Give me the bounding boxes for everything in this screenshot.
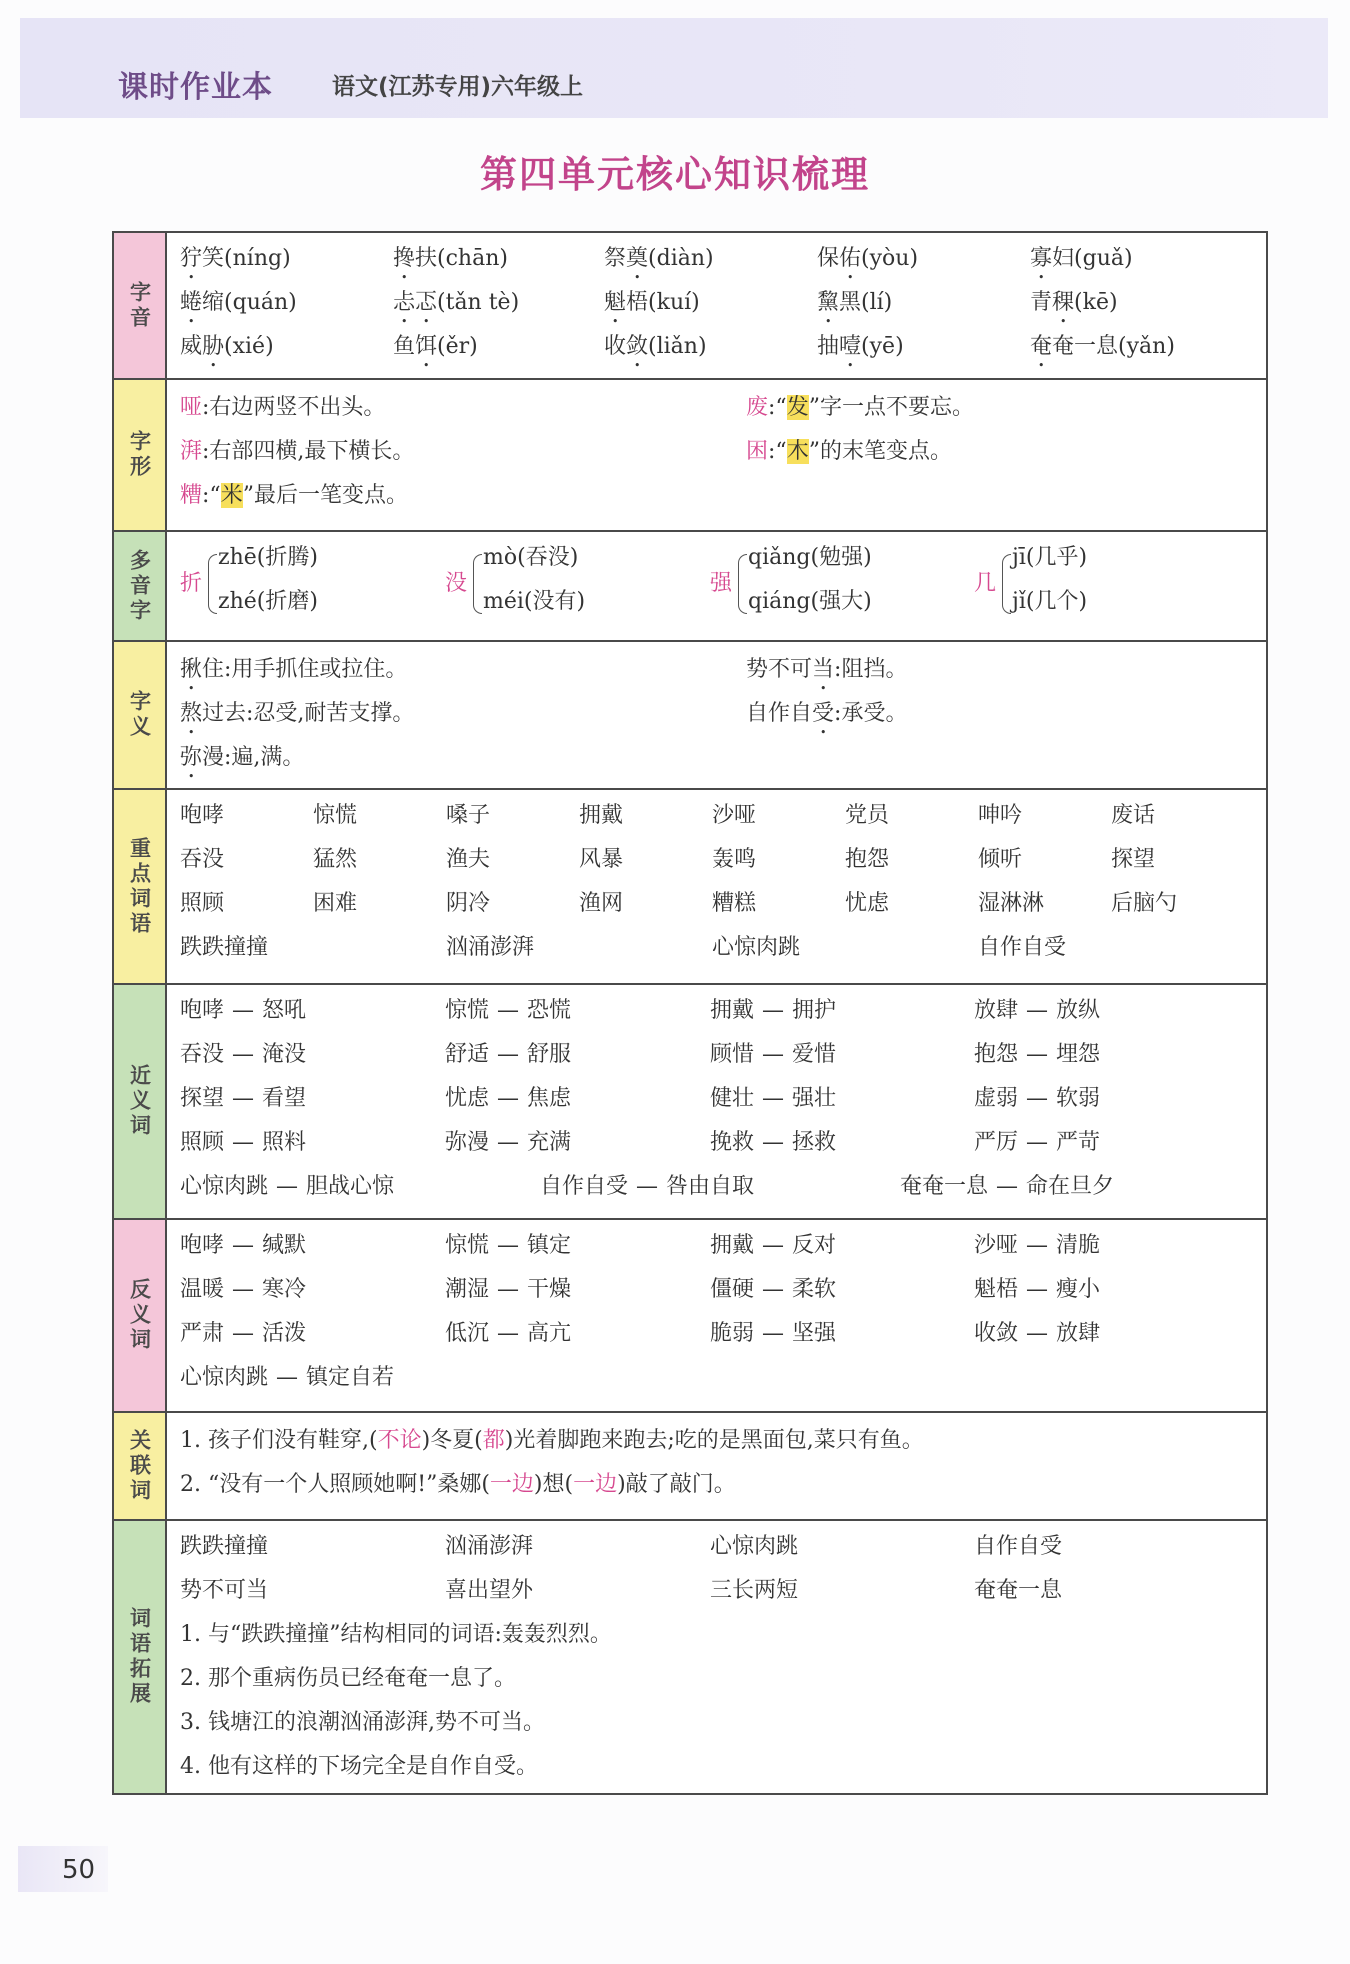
knowledge-table [112,231,1268,1795]
word-pair: 弥漫 — 充满 [445,1130,572,1155]
word-pair: 惊慌 — 镇定 [445,1233,572,1258]
word-pair: 挽救 — 拯救 [710,1130,837,1155]
zi-yi-item: 弥漫:遍,满。 [180,745,305,770]
zi-yin-item: 忐忑(tǎn tè) [393,290,520,315]
brace [473,554,482,614]
zi-xing-item: 废:“发”字一点不要忘。 [746,395,974,420]
duo-yin-char: 折 [180,571,203,596]
duo-yin-reading: qiǎng(勉强) [748,545,872,570]
word-pair: 吞没 — 淹没 [180,1042,307,1067]
ci-yu-word: 湿淋淋 [978,891,1045,916]
ci-yu-word: 猛然 [313,847,358,872]
ci-yu-idiom: 心惊肉跳 [712,935,801,960]
section-label: 重点词语 [114,790,167,983]
word-pair: 僵硬 — 柔软 [710,1277,837,1302]
word-pair: 拥戴 — 拥护 [710,998,837,1023]
word-pair: 咆哮 — 缄默 [180,1233,307,1258]
ci-yu-word: 惊慌 [313,803,358,828]
duo-yin-reading: zhé(折磨) [218,589,318,614]
zi-yi-item: 自作自受:承受。 [746,701,908,726]
duo-yin-char: 几 [974,571,997,596]
ci-yu-word: 呻吟 [978,803,1023,828]
word-pair: 健壮 — 强壮 [710,1086,837,1111]
tuo-zhan-word: 喜出望外 [445,1578,534,1603]
zi-xing-item: 糟:“米”最后一笔变点。 [180,483,408,508]
ci-yu-idiom: 跌跌撞撞 [180,935,269,960]
zi-yin-item: 奄奄一息(yǎn) [1030,334,1175,359]
word-pair: 惊慌 — 恐慌 [445,998,572,1023]
word-pair: 探望 — 看望 [180,1086,307,1111]
section-guan-lian [114,1413,1266,1521]
ci-yu-word: 忧虑 [845,891,890,916]
duo-yin-content [167,532,1266,640]
guan-lian-content [167,1413,1266,1519]
word-pair: 魁梧 — 瘦小 [974,1277,1101,1302]
zi-yin-item: 抽噎(yē) [817,334,904,359]
ci-yu-idiom: 自作自受 [978,935,1067,960]
zi-xing-item: 哑:右边两竖不出头。 [180,395,386,420]
tuo-zhan-word: 心惊肉跳 [710,1534,799,1559]
duo-yin-char: 没 [445,571,468,596]
section-label: 反义词 [114,1220,167,1411]
zi-yin-item: 狞笑(níng) [180,246,291,271]
zi-yi-item: 势不可当:阻挡。 [746,657,908,682]
word-pair: 照顾 — 照料 [180,1130,307,1155]
ci-yu-word: 后脑勺 [1111,891,1178,916]
ci-yu-word: 废话 [1111,803,1156,828]
ci-yu-word: 渔夫 [446,847,491,872]
section-label: 字义 [114,642,167,788]
word-pair: 温暖 — 寒冷 [180,1277,307,1302]
duo-yin-char: 强 [710,571,733,596]
fan-yi-content [167,1220,1266,1411]
zi-yin-content [167,233,1266,378]
word-pair: 拥戴 — 反对 [710,1233,837,1258]
section-label: 关联词 [114,1413,167,1519]
zi-yin-item: 黧黑(lí) [817,290,893,315]
word-pair: 虚弱 — 软弱 [974,1086,1101,1111]
zi-yin-item: 祭奠(diàn) [604,246,714,271]
ci-yu-word: 倾听 [978,847,1023,872]
zi-yin-item: 保佑(yòu) [817,246,919,271]
brace [738,554,747,614]
zi-xing-item: 困:“木”的末笔变点。 [746,439,952,464]
word-pair: 脆弱 — 坚强 [710,1321,837,1346]
duo-yin-reading: zhē(折腾) [218,545,318,570]
tuo-zhan-word: 三长两短 [710,1578,799,1603]
word-pair: 收敛 — 放肆 [974,1321,1101,1346]
word-pair: 潮湿 — 干燥 [445,1277,572,1302]
duo-yin-reading: qiáng(强大) [748,589,872,614]
ci-yu-idiom: 汹涌澎湃 [446,935,535,960]
section-zi-xing [114,380,1266,532]
section-label: 近义词 [114,985,167,1218]
zi-yin-item: 蜷缩(quán) [180,290,297,315]
word-pair: 心惊肉跳 — 镇定自若 [180,1365,395,1390]
ci-yu-word: 沙哑 [712,803,757,828]
zi-yin-item: 鱼饵(ěr) [393,334,478,359]
ci-yu-word: 咆哮 [180,803,225,828]
duo-yin-reading: mò(吞没) [483,545,579,570]
zi-xing-item: 湃:右部四横,最下横长。 [180,439,415,464]
ci-yu-word: 探望 [1111,847,1156,872]
zi-xing-content [167,380,1266,530]
tuo-zhan-word: 奄奄一息 [974,1578,1063,1603]
ci-yu-word: 困难 [313,891,358,916]
tuo-zhan-word: 跌跌撞撞 [180,1534,269,1559]
brace [1002,554,1011,614]
word-pair: 咆哮 — 怒吼 [180,998,307,1023]
tuo-zhan-word: 自作自受 [974,1534,1063,1559]
zi-yi-content [167,642,1266,788]
ci-yu-word: 拥戴 [579,803,624,828]
zi-yin-item: 收敛(liǎn) [604,334,707,359]
tuo-zhan-content [167,1521,1266,1793]
tuo-zhan-sentence: 4. 他有这样的下场完全是自作自受。 [180,1754,538,1779]
duo-yin-reading: jǐ(几个) [1012,589,1088,614]
tuo-zhan-sentence: 1. 与“跌跌撞撞”结构相同的词语:轰轰烈烈。 [180,1622,612,1647]
section-fan-yi [114,1220,1266,1413]
word-pair: 放肆 — 放纵 [974,998,1101,1023]
section-label: 词语拓展 [114,1521,167,1793]
page-number: 50 [62,1855,96,1885]
section-zi-yi [114,642,1266,790]
zi-yin-item: 威胁(xié) [180,334,274,359]
zi-yin-item: 青稞(kē) [1030,290,1118,315]
ci-yu-word: 糟糕 [712,891,757,916]
section-tuo-zhan [114,1521,1266,1793]
section-ci-yu [114,790,1266,985]
ci-yu-word: 党员 [845,803,890,828]
word-pair: 沙哑 — 清脆 [974,1233,1101,1258]
duo-yin-reading: méi(没有) [483,589,586,614]
ci-yu-word: 嗓子 [446,803,491,828]
word-pair: 顾惜 — 爱惜 [710,1042,837,1067]
ci-yu-word: 阴冷 [446,891,491,916]
word-pair: 抱怨 — 埋怨 [974,1042,1101,1067]
zi-yi-item: 揪住:用手抓住或拉住。 [180,657,408,682]
ci-yu-content [167,790,1266,983]
tuo-zhan-sentence: 2. 那个重病伤员已经奄奄一息了。 [180,1666,516,1691]
zi-yin-item: 魁梧(kuí) [604,290,700,315]
word-pair: 心惊肉跳 — 胆战心惊 [180,1174,395,1199]
tuo-zhan-word: 汹涌澎湃 [445,1534,534,1559]
ci-yu-word: 风暴 [579,847,624,872]
zi-yi-item: 熬过去:忍受,耐苦支撑。 [180,701,415,726]
tuo-zhan-word: 势不可当 [180,1578,269,1603]
brace [208,554,217,614]
section-duo-yin [114,532,1266,642]
ci-yu-word: 渔网 [579,891,624,916]
word-pair: 低沉 — 高亢 [445,1321,572,1346]
word-pair: 自作自受 — 咎由自取 [540,1174,755,1199]
book-subtitle: 语文(江苏专用)六年级上 [332,74,584,100]
word-pair: 奄奄一息 — 命在旦夕 [900,1174,1115,1199]
ci-yu-word: 照顾 [180,891,225,916]
jin-yi-content [167,985,1266,1218]
word-pair: 严厉 — 严苛 [974,1130,1101,1155]
guan-lian-sentence: 2. “没有一个人照顾她啊!”桑娜(一边)想(一边)敲了敲门。 [180,1472,736,1497]
section-label: 字音 [114,233,167,378]
page-title: 第四单元核心知识梳理 [480,153,870,196]
book-brand: 课时作业本 [118,70,273,105]
section-zi-yin [114,233,1266,380]
zi-yin-item: 搀扶(chān) [393,246,508,271]
word-pair: 严肃 — 活泼 [180,1321,307,1346]
ci-yu-word: 抱怨 [845,847,890,872]
ci-yu-word: 轰鸣 [712,847,757,872]
tuo-zhan-sentence: 3. 钱塘江的浪潮汹涌澎湃,势不可当。 [180,1710,545,1735]
section-label: 多音字 [114,532,167,640]
duo-yin-reading: jī(几乎) [1012,545,1088,570]
ci-yu-word: 吞没 [180,847,225,872]
zi-yin-item: 寡妇(guǎ) [1030,246,1133,271]
section-label: 字形 [114,380,167,530]
word-pair: 忧虑 — 焦虑 [445,1086,572,1111]
word-pair: 舒适 — 舒服 [445,1042,572,1067]
guan-lian-sentence: 1. 孩子们没有鞋穿,(不论)冬夏(都)光着脚跑来跑去;吃的是黑面包,菜只有鱼。 [180,1428,924,1453]
page-header [20,18,1328,118]
section-jin-yi [114,985,1266,1220]
